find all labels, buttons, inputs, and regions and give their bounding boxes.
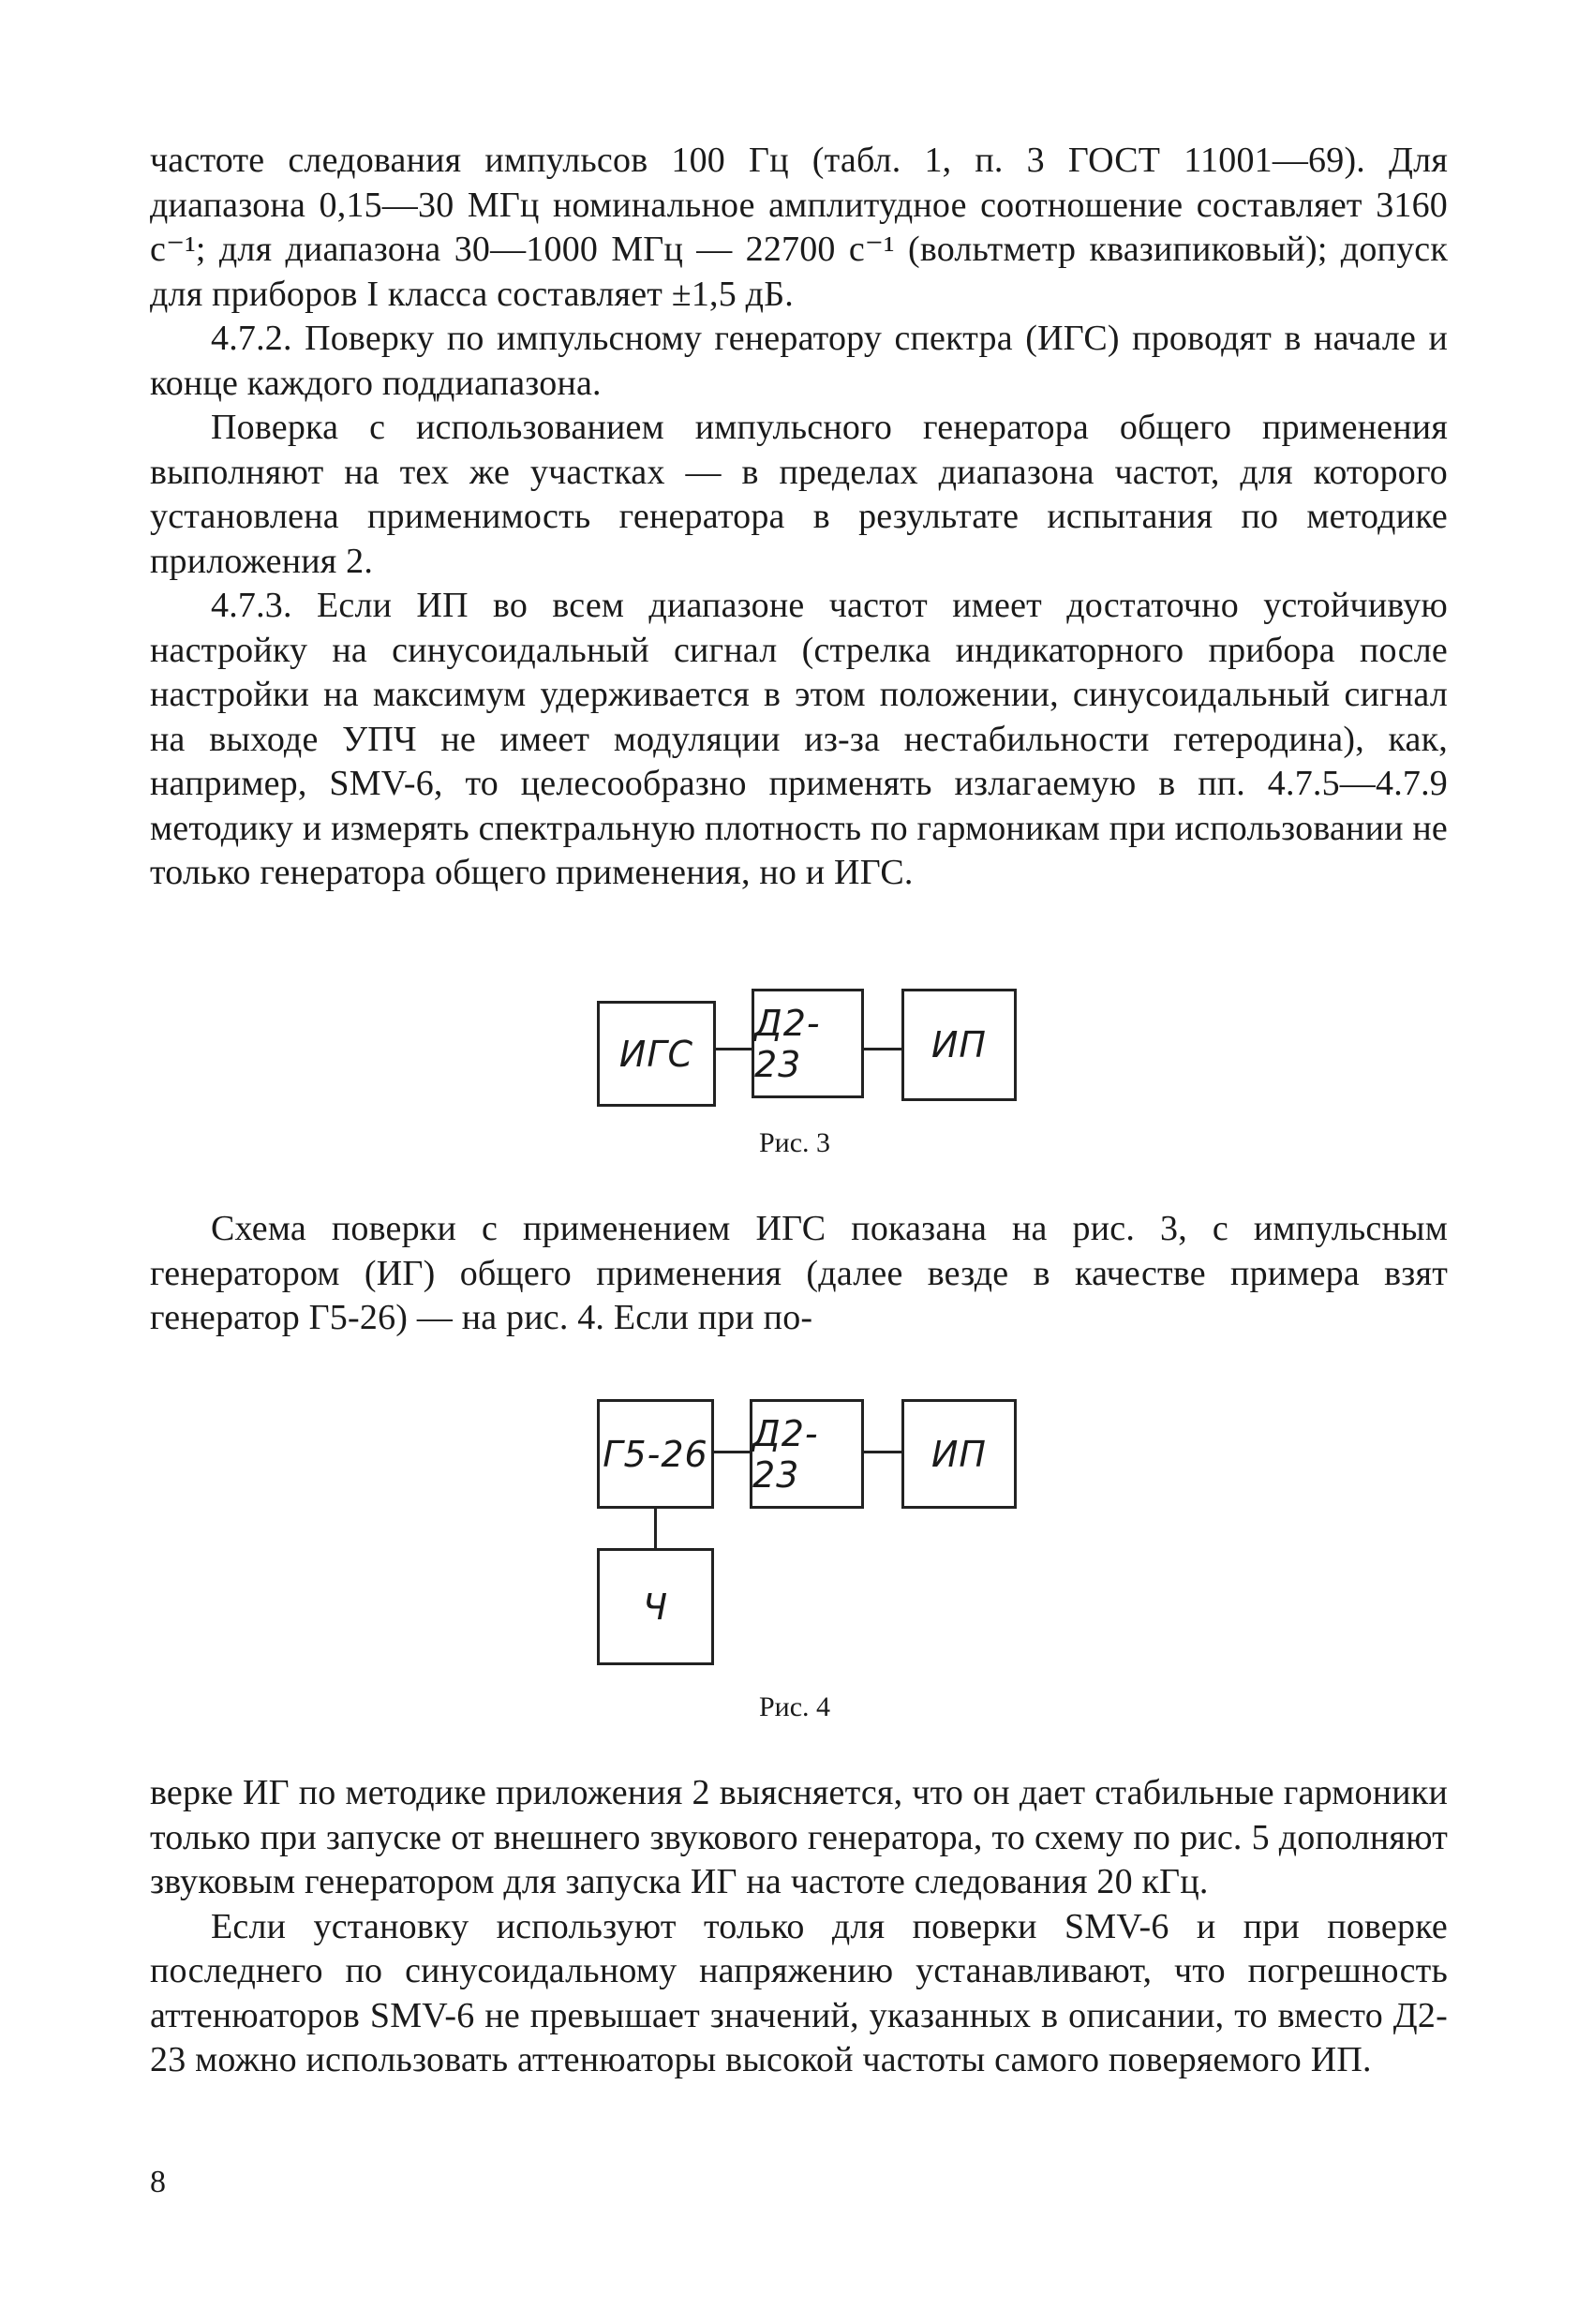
body-text-middle <box>150 1207 1448 1341</box>
body-text-bottom <box>150 1771 1448 2083</box>
box-ch: Ч <box>597 1548 714 1665</box>
paragraph-general-generator: Поверка с использованием импульсного генератора общего применения выполняют на тех же участках — в пределах диапазона частот, для которого установлена применимость генератора в результате испытания по методике приложения 2. <box>150 408 1448 581</box>
page-number: 8 <box>150 2165 166 2199</box>
box-igs: ИГС <box>597 1001 716 1107</box>
box-ip-fig4: ИП <box>901 1399 1017 1509</box>
figure-3-caption: Рис. 3 <box>759 1127 831 1158</box>
box-ip: ИП <box>901 989 1017 1101</box>
paragraph-4-7-2: 4.7.2. Поверку по импульсному генератору спектра (ИГС) проводят в начале и конце каждого поддиапазона. <box>150 319 1448 403</box>
paragraph-smv6: Если установку используют только для поверки SMV-6 и при поверке последнего по синусоидальному напряжению устанавливают, что погрешность аттенюаторов SMV-6 не превышает значений, указанных в описании, то вместо Д2-23 можно использовать аттенюаторы высокой частоты самого поверяемого ИП. <box>150 1906 1448 2079</box>
paragraph-verification-continued: верке ИГ по методике приложения 2 выясняется, что он дает стабильные гармоники только при запуске от внешнего звукового генератора, то схему по рис. 5 дополняют звуковым генератором для запуска ИГ на частоте следования 20 кГц. <box>150 1773 1448 1901</box>
paragraph-continued: частоте следования импульсов 100 Гц (табл. 1, п. 3 ГОСТ 11001—69). Для диапазона 0,15—30 МГц номинальное амплитудное соотношение составляет 3160 с⁻¹; для диапазона 30—1000 МГц — 22700 с⁻¹ (вольтметр квазипиковый); допуск для приборов I класса составляет ±1,5 дБ. <box>150 141 1448 314</box>
wire-d2-ip <box>864 1048 901 1050</box>
paragraph-scheme-description: Схема поверки с применением ИГС показана на рис. 3, с импульсным генератором (ИГ) общего применения (далее везде в качестве примера взят генератор Г5-26) — на рис. 4. Если при по- <box>150 1209 1448 1337</box>
box-g5-26: Г5-26 <box>597 1399 714 1509</box>
paragraph-4-7-3: 4.7.3. Если ИП во всем диапазоне частот имеет достаточно устойчивую настройку на синусоидальный сигнал (стрелка индикаторного прибора после настройки на максимум удерживается в этом положении, синусоидальный сигнал на выходе УПЧ не имеет модуляции из-за нестабильности гетеродина), как, например, SMV-6, то целесообразно применять излагаемую в пп. 4.7.5—4.7.9 методику и измерять спектральную плотность по гармоникам при использовании не только генератора общего применения, но и ИГС. <box>150 586 1448 892</box>
box-d2-23-fig4: Д2-23 <box>750 1399 864 1509</box>
figure-4-caption: Рис. 4 <box>759 1691 831 1722</box>
wire-g5-ch <box>654 1509 657 1548</box>
wire-igs-d2 <box>716 1048 752 1050</box>
wire-d2-ip-fig4 <box>864 1451 901 1453</box>
body-text-top <box>150 139 1448 896</box>
box-d2-23: Д2-23 <box>752 989 864 1098</box>
wire-g5-d2 <box>714 1451 750 1453</box>
